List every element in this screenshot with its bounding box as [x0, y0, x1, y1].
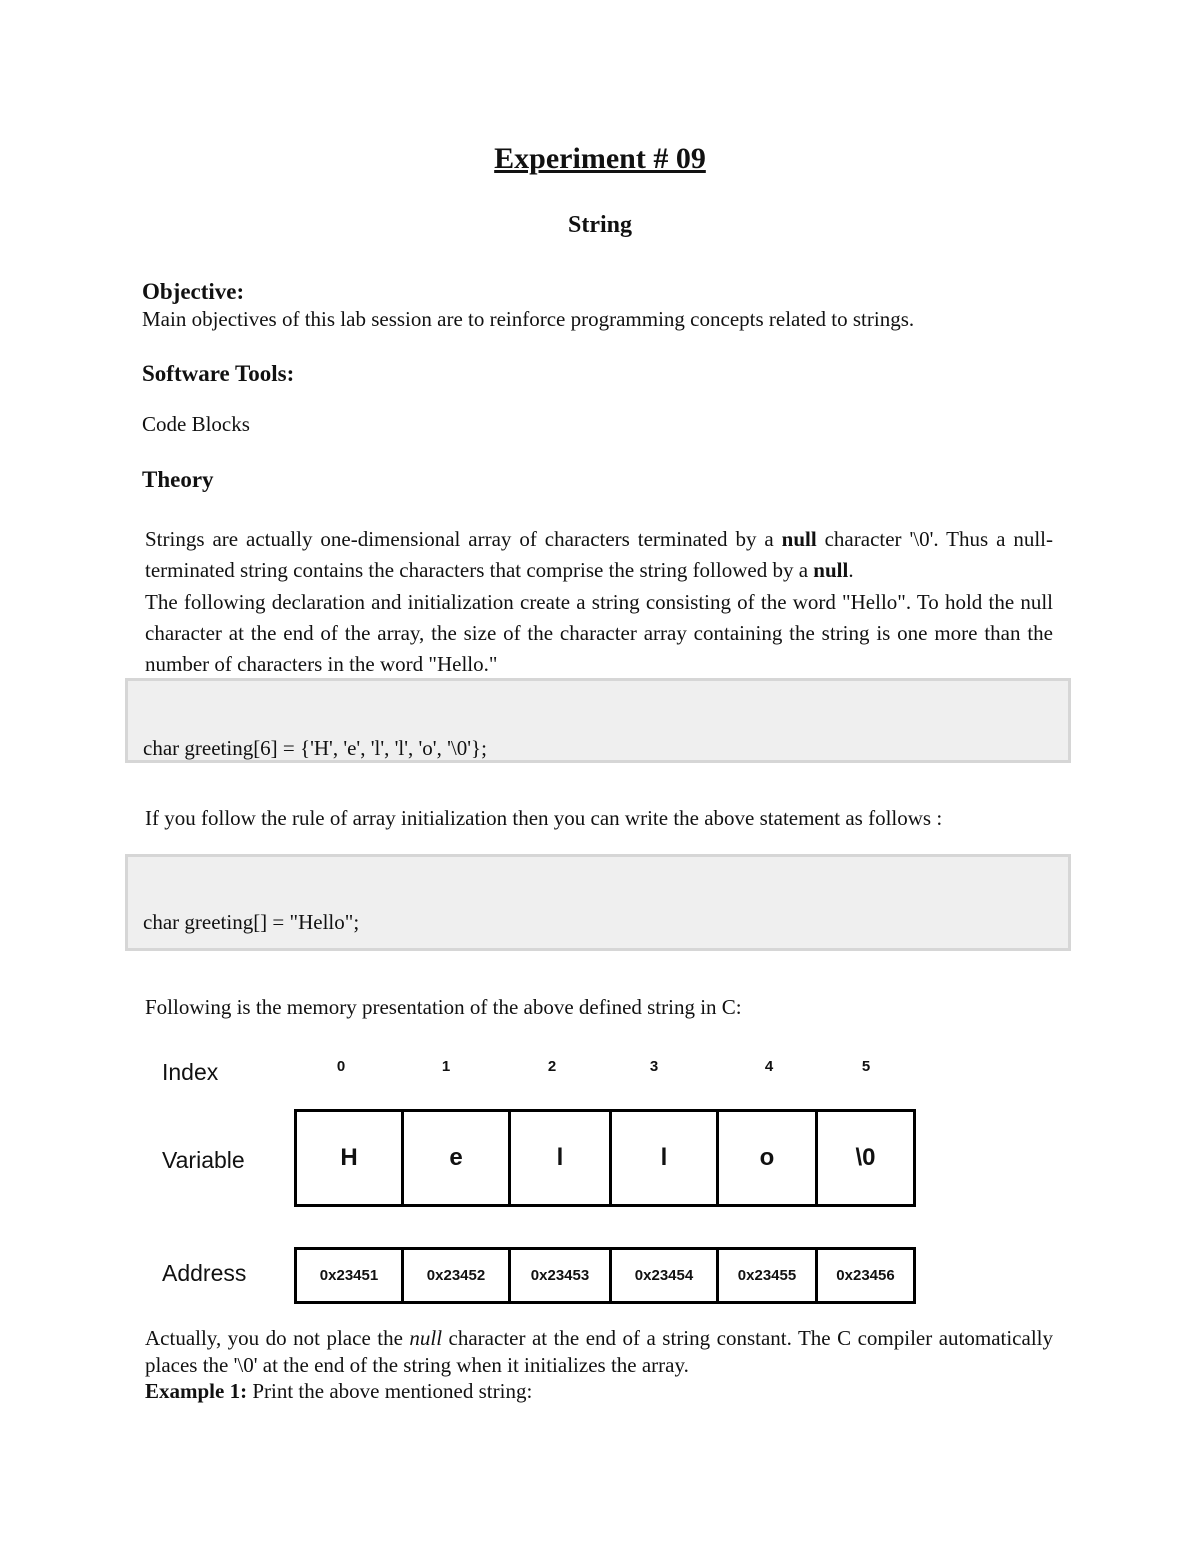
- example-line: [145, 1379, 532, 1404]
- theory-paragraph-1: [145, 524, 1053, 586]
- address-label: Address: [162, 1260, 247, 1286]
- objective-text: Main objectives of this lab session are to reinforce programming concepts related to strings.: [142, 307, 915, 331]
- index-value: 0: [336, 1058, 346, 1075]
- variable-cells: [294, 1109, 916, 1207]
- variable-cell: o: [719, 1112, 818, 1204]
- null-keyword: null: [781, 527, 817, 551]
- index-label: Index: [162, 1059, 219, 1085]
- index-value: 4: [764, 1058, 774, 1075]
- index-value: 5: [861, 1058, 871, 1075]
- address-cell: 0x23452: [404, 1250, 511, 1301]
- page-title: Experiment # 09: [494, 142, 706, 175]
- address-cell: 0x23456: [836, 1267, 895, 1284]
- variable-label: Variable: [162, 1147, 245, 1173]
- page-subtitle: String: [567, 212, 632, 238]
- objective-heading: Objective:: [142, 279, 245, 304]
- address-cell: 0x23454: [612, 1250, 719, 1301]
- theory-paragraph-4: Following is the memory presentation of the above defined string in C:: [145, 995, 742, 1019]
- theory-p1-text-b: character '\0'. Thus a null-terminated string contains the characters that comprise the string followed by a: [145, 527, 1053, 582]
- footer-text-a: Actually, you do not place the: [145, 1326, 410, 1350]
- software-tools-text: Code Blocks: [142, 412, 250, 436]
- address-cell: 0x23455: [719, 1250, 818, 1301]
- code-block-2: [125, 854, 1071, 951]
- null-keyword: null: [813, 558, 849, 582]
- variable-cell: e: [404, 1112, 511, 1204]
- address-cell: 0x23453: [511, 1250, 612, 1301]
- theory-p1-text-a: Strings are actually one-dimensional array of characters terminated by a: [145, 527, 782, 551]
- software-tools-heading: Software Tools:: [142, 361, 295, 386]
- address-cell: 0x23451: [297, 1250, 404, 1301]
- null-keyword: null: [409, 1326, 443, 1350]
- address-cells: [294, 1247, 916, 1304]
- variable-cell: l: [511, 1112, 612, 1204]
- variable-cell: H: [297, 1112, 404, 1204]
- theory-heading: Theory: [142, 467, 214, 492]
- index-value: 2: [547, 1058, 557, 1075]
- index-value: 1: [441, 1058, 451, 1075]
- index-value: 3: [649, 1058, 659, 1075]
- theory-p1-text-c: .: [848, 558, 854, 582]
- theory-paragraph-3: If you follow the rule of array initialization then you can write the above statement as follows :: [145, 806, 943, 830]
- variable-cell: \0: [855, 1144, 876, 1171]
- code-block-1: [125, 678, 1071, 763]
- footer-paragraph: [145, 1325, 1053, 1379]
- code-line: char greeting[6] = {'H', 'e', 'l', 'l', 'o', '\0'};: [143, 736, 487, 760]
- example-text: Print the above mentioned string:: [247, 1379, 533, 1403]
- variable-cell: l: [612, 1112, 719, 1204]
- example-label: Example 1:: [145, 1379, 248, 1403]
- code-line: char greeting[] = "Hello";: [143, 910, 360, 934]
- theory-paragraph-2: The following declaration and initialization create a string consisting of the word "Hello". To hold the null character at the end of the array, the size of the character array containing the string is one more than the number of characters in the word "Hello.": [145, 590, 1053, 676]
- footer-text-b: character at the end of a string constant. The C compiler automatically places the '\0' at the end of the string when it initializes the array.: [145, 1326, 1053, 1377]
